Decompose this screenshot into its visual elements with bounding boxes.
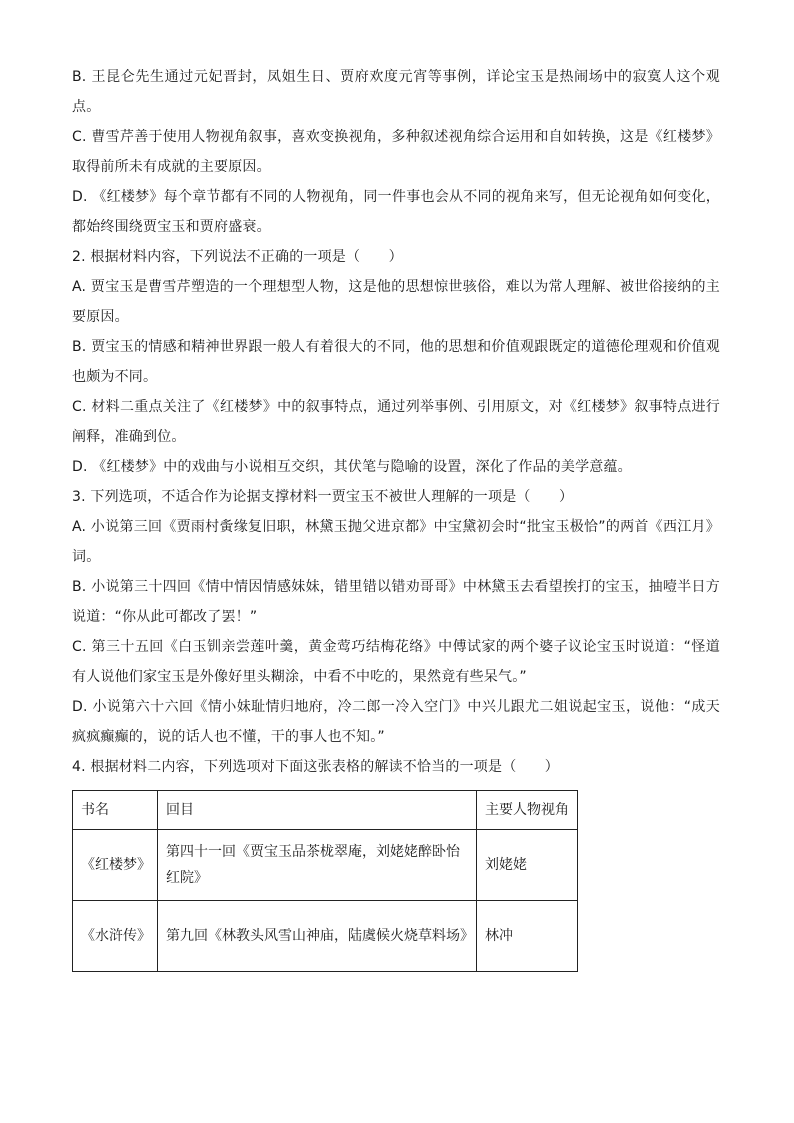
- cell-book-title: 《红楼梦》: [73, 830, 158, 901]
- cell-perspective: 刘姥姥: [477, 830, 578, 901]
- cell-chapter: 第九回《林教头风雪山神庙，陆虞候火烧草料场》: [158, 901, 477, 972]
- option-d-q3: D. 小说第六十六回《情小妹耻情归地府，冷二郎一冷入空门》中兴儿跟尤二姐说起宝玉，说他：“成天疯疯癫癫的，说的话人也不懂，干的事人也不知。”: [72, 699, 720, 745]
- question-3: 3. 下列选项，不适合作为论据支撑材料一贾宝玉不被世人理解的一项是（ ）: [72, 489, 574, 505]
- table-row: [73, 830, 578, 901]
- option-c-q2: C. 材料二重点关注了《红楼梦》中的叙事特点，通过列举事例、引用原文，对《红楼梦》叙事特点进行阐释，准确到位。: [72, 399, 720, 445]
- question-2: 2. 根据材料内容，下列说法不正确的一项是（ ）: [72, 249, 403, 265]
- option-c-q3: C. 第三十五回《白玉钏亲尝莲叶羹，黄金莺巧结梅花络》中傅试家的两个婆子议论宝玉时说道：“怪道有人说他们家宝玉是外像好里头糊涂，中看不中吃的，果然竟有些呆气。”: [72, 639, 720, 685]
- table-row: [73, 901, 578, 972]
- option-d-q1: D. 《红楼梦》每个章节都有不同的人物视角，同一件事也会从不同的视角来写，但无论视角如何变化，都始终围绕贾宝玉和贾府盛衰。: [72, 189, 720, 235]
- cell-chapter: 第四十一回《贾宝玉品茶栊翠庵，刘姥姥醉卧怡红院》: [158, 830, 477, 901]
- header-chapter: 回目: [158, 791, 477, 830]
- cell-perspective: 林冲: [477, 901, 578, 972]
- cell-book-title: 《水浒传》: [73, 901, 158, 972]
- table-header-row: [73, 791, 578, 830]
- document-page: [72, 62, 720, 972]
- option-b-q1: B. 王昆仑先生通过元妃晋封，凤姐生日、贾府欢度元宵等事例，详论宝玉是热闹场中的寂寞人这个观点。: [72, 69, 720, 115]
- perspective-table: [72, 790, 578, 972]
- option-c-q1: C. 曹雪芹善于使用人物视角叙事，喜欢变换视角，多种叙述视角综合运用和自如转换，这是《红楼梦》取得前所未有成就的主要原因。: [72, 129, 720, 175]
- option-a-q3: A. 小说第三回《贾雨村夤缘复旧职，林黛玉抛父进京都》中宝黛初会时“批宝玉极恰”的两首《西江月》词。: [72, 519, 720, 565]
- question-4: 4. 根据材料二内容，下列选项对下面这张表格的解读不恰当的一项是（ ）: [72, 759, 560, 775]
- header-book-title: 书名: [73, 791, 158, 830]
- header-perspective: 主要人物视角: [477, 791, 578, 830]
- option-a-q2: A. 贾宝玉是曹雪芹塑造的一个理想型人物，这是他的思想惊世骇俗，难以为常人理解、被世俗接纳的主要原因。: [72, 279, 720, 325]
- option-b-q2: B. 贾宝玉的情感和精神世界跟一般人有着很大的不同，他的思想和价值观跟既定的道德伦理观和价值观也颇为不同。: [72, 339, 720, 385]
- option-b-q3: B. 小说第三十四回《情中情因情感妹妹，错里错以错劝哥哥》中林黛玉去看望挨打的宝玉，抽噎半日方说道：“你从此可都改了罢！”: [72, 579, 720, 625]
- option-d-q2: D. 《红楼梦》中的戏曲与小说相互交织，其伏笔与隐喻的设置，深化了作品的美学意蕴。: [72, 459, 632, 475]
